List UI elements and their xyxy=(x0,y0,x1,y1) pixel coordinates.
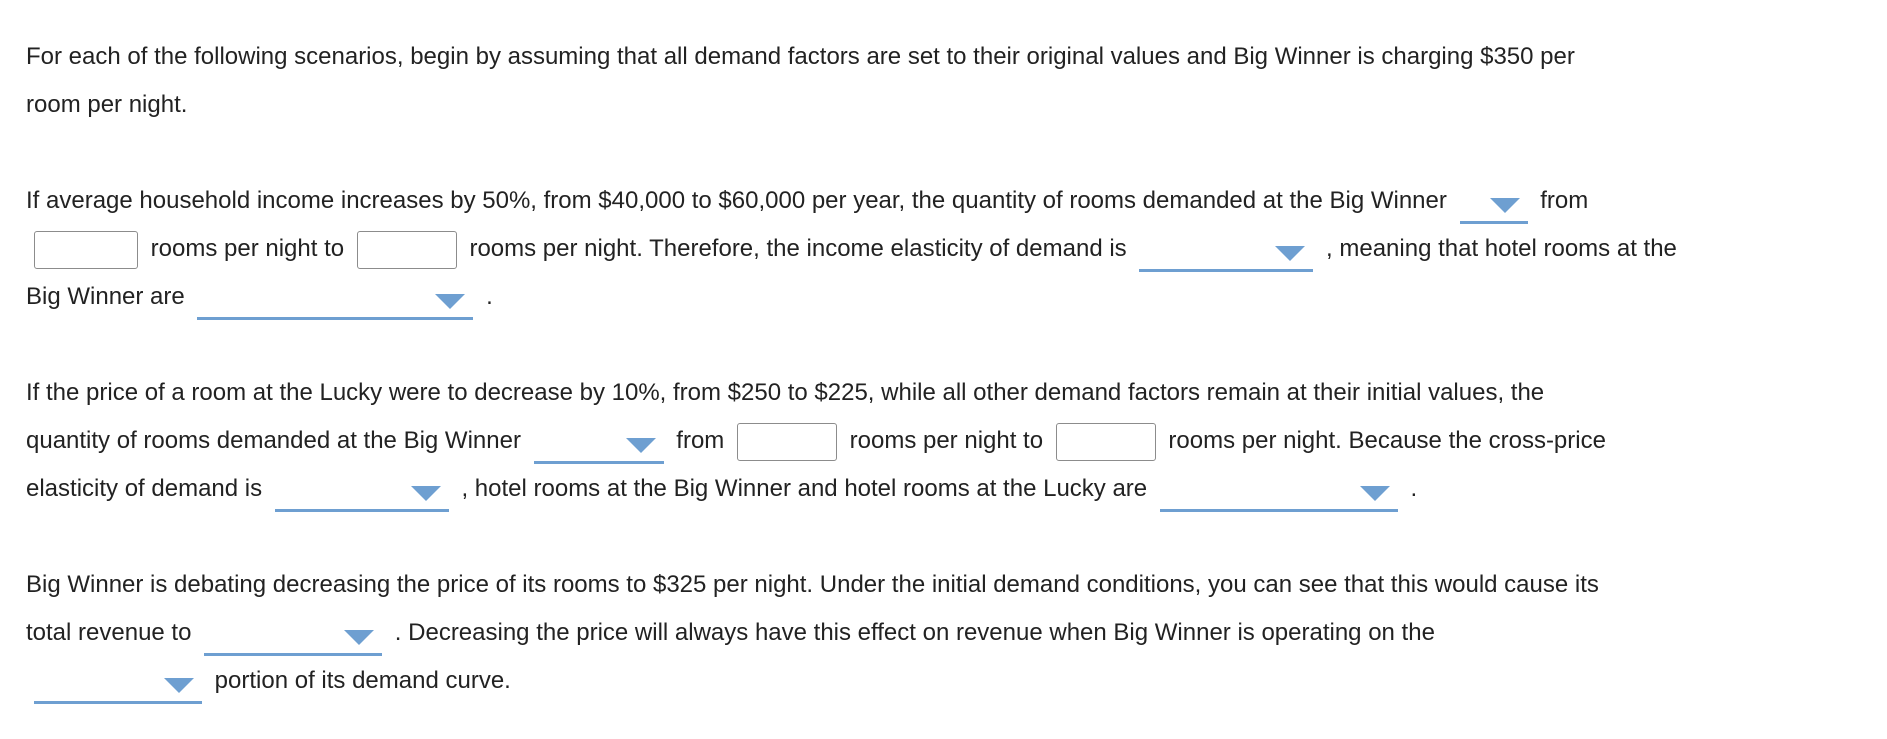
q3-line-1 xyxy=(26,561,1599,609)
triangle-down-icon xyxy=(1360,486,1390,501)
q2-line-1 xyxy=(26,369,1544,417)
q2-new-rooms-input[interactable] xyxy=(1056,423,1156,461)
q3-text-2: total revenue to xyxy=(26,619,192,646)
q1-good-type-dropdown[interactable] xyxy=(197,284,473,320)
q1-text-3: rooms per night to xyxy=(150,235,345,262)
q2-quantity-change-dropdown[interactable] xyxy=(534,428,664,464)
triangle-down-icon xyxy=(1490,198,1520,213)
q1-new-rooms-input[interactable] xyxy=(357,231,457,269)
q2-text-7: , hotel rooms at the Big Winner and hotel rooms at the Lucky are xyxy=(461,475,1148,502)
q2-text-5: rooms per night. Because the cross-price xyxy=(1168,427,1606,454)
q2-text-8: . xyxy=(1410,475,1418,502)
q2-text-2: quantity of rooms demanded at the Big Winner xyxy=(26,427,521,454)
q3-line-2 xyxy=(26,609,1435,657)
q1-line-2 xyxy=(28,225,1677,273)
q2-text-3: from xyxy=(676,427,725,454)
triangle-down-icon xyxy=(435,294,465,309)
q1-text-1: If average household income increases by 50%, from $40,000 to $60,000 per year, the quantity of rooms demanded at the Big Winner xyxy=(26,187,1447,214)
triangle-down-icon xyxy=(164,678,194,693)
q1-quantity-change-dropdown[interactable] xyxy=(1460,188,1528,224)
q1-initial-rooms-input[interactable] xyxy=(34,231,138,269)
q3-text-4: portion of its demand curve. xyxy=(214,667,511,694)
q1-text-7: . xyxy=(486,283,493,310)
triangle-down-icon xyxy=(411,486,441,501)
intro-line-2 xyxy=(26,81,187,129)
triangle-down-icon xyxy=(344,630,374,645)
q3-revenue-change-dropdown[interactable] xyxy=(204,620,382,656)
q2-text-4: rooms per night to xyxy=(849,427,1044,454)
q2-line-2 xyxy=(26,417,1606,465)
q3-text-3: . Decreasing the price will always have this effect on revenue when Big Winner is operating on the xyxy=(394,619,1435,646)
q2-relationship-dropdown[interactable] xyxy=(1160,476,1398,512)
q1-income-elasticity-dropdown[interactable] xyxy=(1139,236,1313,272)
q1-line-3 xyxy=(26,273,493,321)
q1-text-2: from xyxy=(1540,187,1589,214)
triangle-down-icon xyxy=(1275,246,1305,261)
q1-text-6: Big Winner are xyxy=(26,283,185,310)
q2-text-1: If the price of a room at the Lucky were to decrease by 10%, from $250 to $225, while all other demand factors remain at their initial values, the xyxy=(26,379,1545,406)
q3-demand-portion-dropdown[interactable] xyxy=(34,668,202,704)
q2-line-3 xyxy=(26,465,1417,513)
q3-text-1: Big Winner is debating decreasing the price of its rooms to $325 per night. Under the initial demand conditions, you can see that this would cause its xyxy=(26,571,1599,598)
q2-initial-rooms-input[interactable] xyxy=(737,423,837,461)
intro-text-2: room per night. xyxy=(26,91,188,118)
intro-text-1: For each of the following scenarios, begin by assuming that all demand factors are set to their original values and Big Winner is charging $350 per xyxy=(26,43,1575,70)
q3-line-3 xyxy=(28,657,511,705)
q2-cross-price-elasticity-dropdown[interactable] xyxy=(275,476,449,512)
intro-line-1 xyxy=(26,33,1575,81)
q1-line-1 xyxy=(26,177,1588,225)
triangle-down-icon xyxy=(626,438,656,453)
q1-text-4: rooms per night. Therefore, the income elasticity of demand is xyxy=(469,235,1127,262)
q2-text-6: elasticity of demand is xyxy=(26,475,263,502)
q1-text-5: , meaning that hotel rooms at the xyxy=(1326,235,1677,262)
